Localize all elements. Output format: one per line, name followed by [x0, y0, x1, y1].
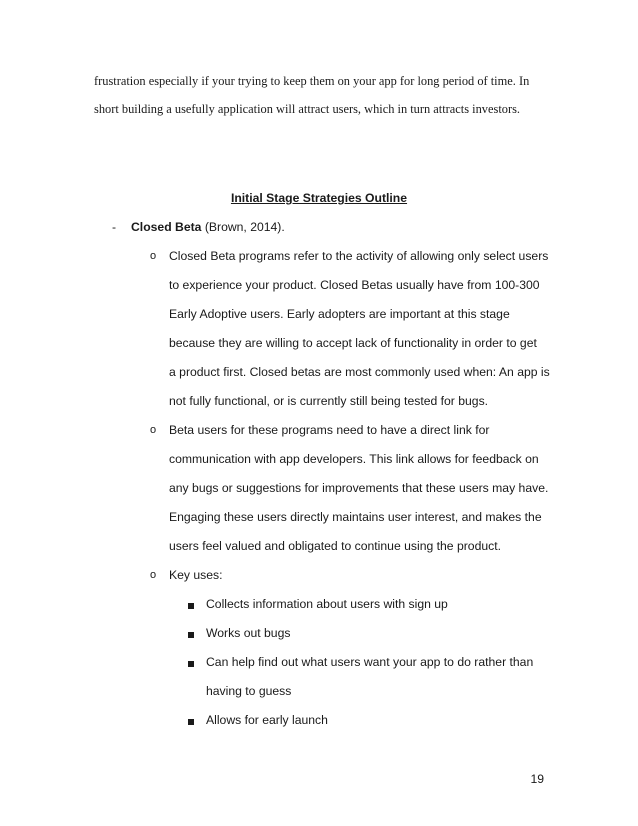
square-bullet-4: [188, 719, 194, 725]
intro-line-1: frustration especially if your trying to keep them on your app for long period of time. In: [94, 74, 530, 88]
subpoint-1-line-1: Closed Beta programs refer to the activity of allowing only select users: [169, 249, 549, 263]
subpoint-2-line-3: any bugs or suggestions for improvements that these users may have.: [169, 481, 549, 495]
square-bullet-2: [188, 632, 194, 638]
closed-beta-term: Closed Beta: [131, 220, 202, 234]
subpoint-3-line-1: Key uses:: [169, 568, 223, 582]
key-use-1: Collects information about users with sign up: [206, 597, 448, 611]
square-bullet-1: [188, 603, 194, 609]
section-heading: Initial Stage Strategies Outline: [230, 191, 408, 205]
subpoint-1-line-6: not fully functional, or is currently still being tested for bugs.: [169, 394, 489, 408]
closed-beta-citation: (Brown, 2014).: [201, 220, 285, 234]
subpoint-1-line-2: to experience your product. Closed Betas usually have from 100-300: [169, 278, 540, 292]
circle-bullet-3: o: [150, 569, 157, 581]
subpoint-2-line-1: Beta users for these programs need to have a direct link for: [169, 423, 490, 437]
dash-marker: -: [112, 220, 117, 234]
key-use-3-line-1: Can help find out what users want your app to do rather than: [206, 655, 534, 669]
intro-line-2: short building a usefully application will attract users, which in turn attracts investors.: [94, 102, 521, 116]
subpoint-2-line-4: Engaging these users directly maintains user interest, and makes the: [169, 510, 542, 524]
page-number: 19: [530, 772, 544, 786]
subpoint-1-line-5: a product first. Closed betas are most commonly used when: An app is: [169, 365, 550, 379]
subpoint-2-line-2: communication with app developers. This link allows for feedback on: [169, 452, 539, 466]
key-use-3-line-2: having to guess: [206, 684, 292, 698]
subpoint-1-line-4: because they are willing to accept lack of functionality in order to get: [169, 336, 537, 350]
square-bullet-3: [188, 661, 194, 667]
closed-beta-line: [131, 221, 285, 233]
circle-bullet-2: o: [150, 424, 157, 436]
key-use-4: Allows for early launch: [206, 713, 328, 727]
key-use-2: Works out bugs: [206, 626, 291, 640]
subpoint-1-line-3: Early Adoptive users. Early adopters are important at this stage: [169, 307, 510, 321]
subpoint-2-line-5: users feel valued and obligated to continue using the product.: [169, 539, 502, 553]
circle-bullet-1: o: [150, 250, 157, 262]
